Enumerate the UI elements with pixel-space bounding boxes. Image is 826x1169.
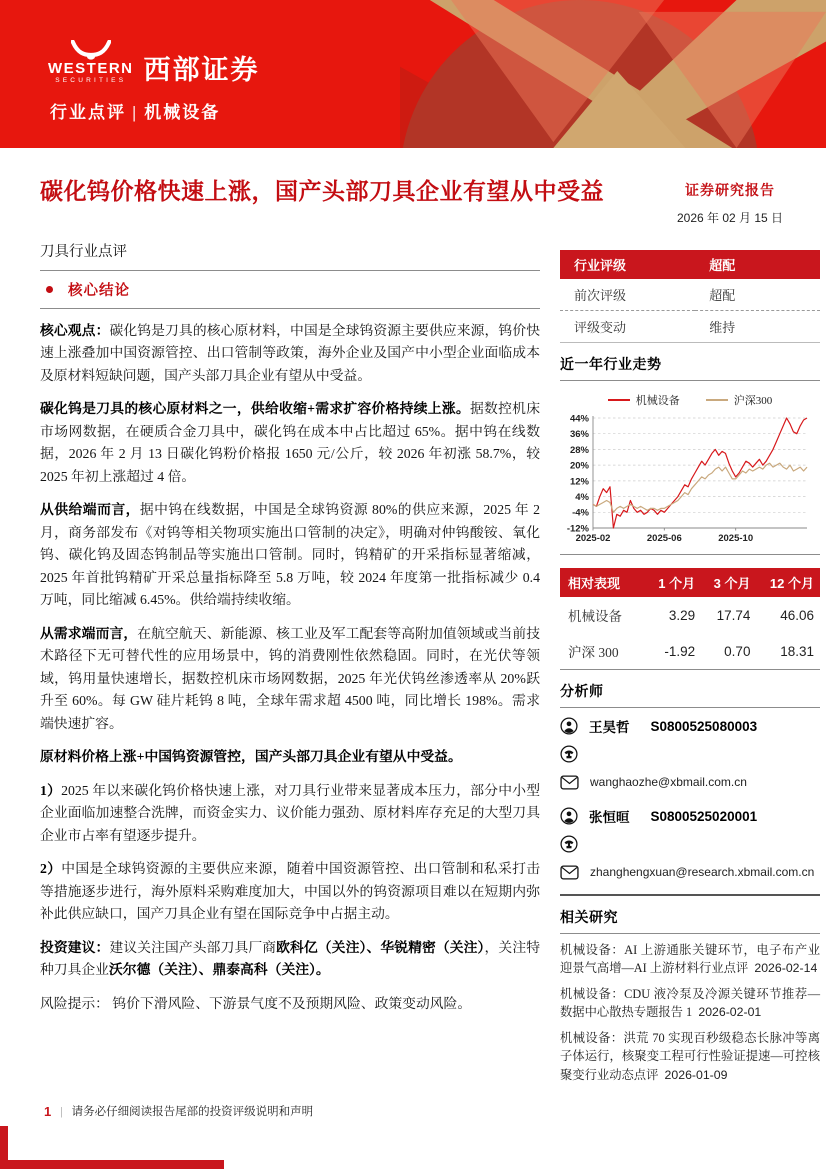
table-cell: 机械设备: [568, 609, 622, 624]
research-date: 2026-02-14: [754, 961, 818, 976]
legend-label: 沪深300: [733, 395, 773, 407]
sidebar: [560, 230, 820, 1084]
body-paragraph: 原材料价格上涨+中国钨资源管控，国产头部刀具企业有望从中受益。: [40, 749, 462, 765]
table-cell: -1.92: [646, 633, 701, 670]
bullet-icon: [46, 286, 53, 293]
body-paragraph: 从供给端而言，据中钨在线数据，中国是全球钨资源 80%的供应来源，2025 年 2 月，商务部发布《对钨等相关物项实施出口管制的决定》，明确对仲钨酸铵、氧化钨、碳化钨及固态钨制品等实施出口管制。同时，钨精矿的开采指标显著缩减，2025 年首批钨精矿开采总量指标降至 5.8 万吨，较 2024 年度第一批指标减少 0.4 万吨，同比缩减 6.45%。供给端持续收缩。: [40, 502, 540, 608]
svg-text:2025-02: 2025-02: [575, 533, 611, 544]
logo-wordmark: [48, 40, 134, 85]
legend-swatch: [706, 399, 728, 401]
research-text: 机械设备：洪荒 70 实现百秒级稳态长脉冲等离子体运行，核聚变工程可行性验证提速—可控核聚变行业动态点评: [560, 1030, 820, 1082]
table-cell: 17.74: [716, 607, 751, 623]
trend-chart: [560, 412, 812, 546]
logo-en-subtext: SECURITIES: [55, 77, 127, 84]
body-paragraph: 核心观点：碳化钨是刀具的核心原材料，中国是全球钨资源主要供应来源，钨价快速上涨叠加中国资源管控、出口管制等政策，海外企业及国产中小型企业面临成本及原材料短缺问题，国产头部刀具企业有望从中受益。: [40, 323, 541, 383]
title-row: [0, 148, 826, 226]
table-cell: 评级变动: [560, 311, 695, 343]
research-date: 2026-02-01: [698, 1005, 762, 1020]
legend-item: [608, 392, 680, 408]
table-cell: 0.70: [701, 633, 756, 670]
footer-separator: |: [60, 1103, 63, 1118]
analyst-name-row: [560, 802, 820, 830]
analyst-email-row: [560, 768, 820, 796]
divider: [40, 308, 540, 309]
phone-icon: [560, 835, 578, 853]
analyst-name: 王昊哲: [589, 720, 630, 735]
svg-text:-4%: -4%: [572, 507, 589, 519]
body-paragraph: 2）中国是全球钨资源的主要供应来源，随着中国资源管控、出口管制和私采打击等措施逐步进行，海外原料采购难度加大，中国以外的钨资源项目难以在短期内弥补此供应缺口，国产刀具企业有望在国际竞争中占据主动。: [40, 861, 540, 922]
table-cell: 超配: [695, 279, 820, 311]
table-cell: 18.31: [756, 633, 820, 670]
table-cell: 沪深 300: [560, 633, 646, 670]
table-row: [560, 633, 820, 670]
svg-text:2025-10: 2025-10: [718, 533, 754, 544]
logo-en-text: WESTERN: [48, 60, 134, 77]
svg-text:12%: 12%: [569, 476, 589, 488]
report-subtitle: 刀具行业点评: [40, 244, 127, 260]
svg-text:20%: 20%: [569, 460, 589, 472]
main-column: [40, 230, 540, 1084]
table-cell: 3.29: [668, 607, 696, 623]
rating-header-label: 行业评级: [560, 250, 695, 279]
table-row: [560, 279, 820, 311]
article-body: [40, 320, 540, 1015]
section-title: 核心结论: [68, 283, 130, 299]
table-header-cell: 1 个月: [646, 568, 701, 597]
body-paragraph: 碳化钨是刀具的核心原材料之一，供给收缩+需求扩容价格持续上涨。据数控机床市场网数据，在硬质合金刀具中，碳化钨在成本中占比超过 65%。据中钨在线数据，2026 年 2 月 13 日碳化钨粉价格报 1650 元/公斤，较 2026 年初涨 58.7%，较 2025 年初上涨超过 4 倍。: [40, 401, 540, 484]
banner-decoration: [400, 0, 826, 148]
research-date: 2026-01-09: [664, 1067, 728, 1082]
related-research-item: [560, 1029, 820, 1084]
research-text: 机械设备：AI 上游通胀关键环节，电子布产业迎景气高增—AI 上游材料行业点评: [560, 943, 820, 976]
research-text: 机械设备：CDU 液冷泵及冷源关键环节推荐—数据中心散热专题报告 1: [560, 986, 820, 1020]
phone-icon: [560, 745, 578, 763]
report-category: 行业点评 | 机械设备: [50, 103, 221, 122]
table-row: [560, 250, 820, 279]
bull-icon: [71, 40, 111, 60]
chart-legend: [560, 392, 820, 408]
report-meta: [654, 178, 806, 226]
analyst-phone-row: [560, 740, 820, 768]
table-row: [560, 597, 820, 633]
legend-item: [706, 392, 773, 408]
svg-text:44%: 44%: [569, 413, 589, 425]
analyst-email: wanghaozhe@xbmail.com.cn: [590, 775, 747, 789]
analyst-icon: [560, 717, 578, 735]
table-row: [560, 311, 820, 343]
related-research-item: [560, 985, 820, 1022]
body-paragraph: 风险提示： 钨价下滑风险、下游景气度不及预期风险、政策变动风险。: [40, 995, 472, 1011]
legend-swatch: [608, 399, 630, 401]
trend-chart-block: [560, 381, 820, 555]
analyst-email-row: [560, 858, 820, 886]
corner-accent-bar: [0, 1160, 224, 1169]
rating-header-value: 超配: [695, 250, 820, 279]
related-research-item: [560, 941, 820, 978]
analyst-code: S0800525080003: [650, 718, 758, 734]
table-header-cell: 12 个月: [756, 568, 820, 597]
table-cell: 维持: [695, 311, 820, 343]
analyst-icon: [560, 807, 578, 825]
svg-text:-12%: -12%: [566, 523, 589, 535]
mail-icon: [560, 865, 579, 880]
table-header-cell: 3 个月: [701, 568, 756, 597]
mail-icon: [560, 775, 579, 790]
research-section-title: 相关研究: [560, 896, 820, 934]
page-title: 碳化钨价格快速上涨，国产头部刀具企业有望从中受益: [40, 179, 604, 204]
section-header: [40, 271, 540, 308]
analyst-name-row: [560, 712, 820, 740]
report-type-label: 证券研究报告: [685, 184, 775, 199]
body-paragraph: 投资建议：建议关注国产头部刀具厂商欧科亿（关注）、华锐精密（关注），关注特种刀具企业沃尔德（关注）、鼎泰高科（关注）。: [40, 939, 541, 978]
analyst-entry: [560, 708, 820, 798]
report-date: 2026 年 02 月 15 日: [676, 211, 784, 225]
banner: [0, 0, 826, 148]
svg-text:2025-06: 2025-06: [646, 533, 682, 544]
industry-rating-table: [560, 250, 820, 343]
page-number: 1: [44, 1103, 52, 1119]
body-paragraph: 从需求端而言，在航空航天、新能源、核工业及军工配套等高附加值领域或当前技术路径下无可替代性的应用场景中，钨的消费刚性依然稳固。同时，在光伏等领域，钨用量快速增长，据数控机床市场网数据，2025 年光伏钨丝渗透率从 20%跃升至 60%。每 GW 硅片耗钨 8 吨，全球年需求超 4500 吨，同比增长 198%。需求端快速扩容。: [40, 625, 541, 731]
footer: [44, 1103, 313, 1119]
analysts-section-title: 分析师: [560, 670, 820, 708]
svg-text:36%: 36%: [569, 429, 589, 441]
company-logo: [48, 40, 260, 85]
analyst-code: S0800525020001: [650, 808, 758, 824]
footer-disclaimer: 请务必仔细阅读报告尾部的投资评级说明和声明: [71, 1106, 314, 1118]
logo-cn-text: 西部证券: [143, 54, 260, 85]
svg-text:4%: 4%: [575, 492, 589, 503]
svg-text:28%: 28%: [569, 444, 589, 456]
trend-section-title: 近一年行业走势: [560, 343, 820, 381]
analyst-name: 张恒晅: [589, 810, 630, 825]
body-paragraph: 1）2025 年以来碳化钨价格快速上涨，对刀具行业带来显著成本压力，部分中小型企业面临加速整合洗牌，而资金实力、议价能力强劲、原材料库存充足的大型刀具企业市占率有望逐步提升。: [40, 782, 540, 843]
analyst-email: zhanghengxuan@research.xbmail.com.cn: [590, 865, 815, 879]
relative-performance-table: [560, 568, 820, 670]
table-header-cell: 相对表现: [560, 568, 646, 597]
legend-label: 机械设备: [635, 395, 680, 407]
table-cell: 46.06: [780, 607, 814, 623]
table-row: [560, 568, 820, 597]
content-columns: [0, 230, 826, 1084]
analyst-entry: [560, 798, 820, 888]
analyst-phone-row: [560, 830, 820, 858]
table-cell: 前次评级: [560, 279, 695, 311]
